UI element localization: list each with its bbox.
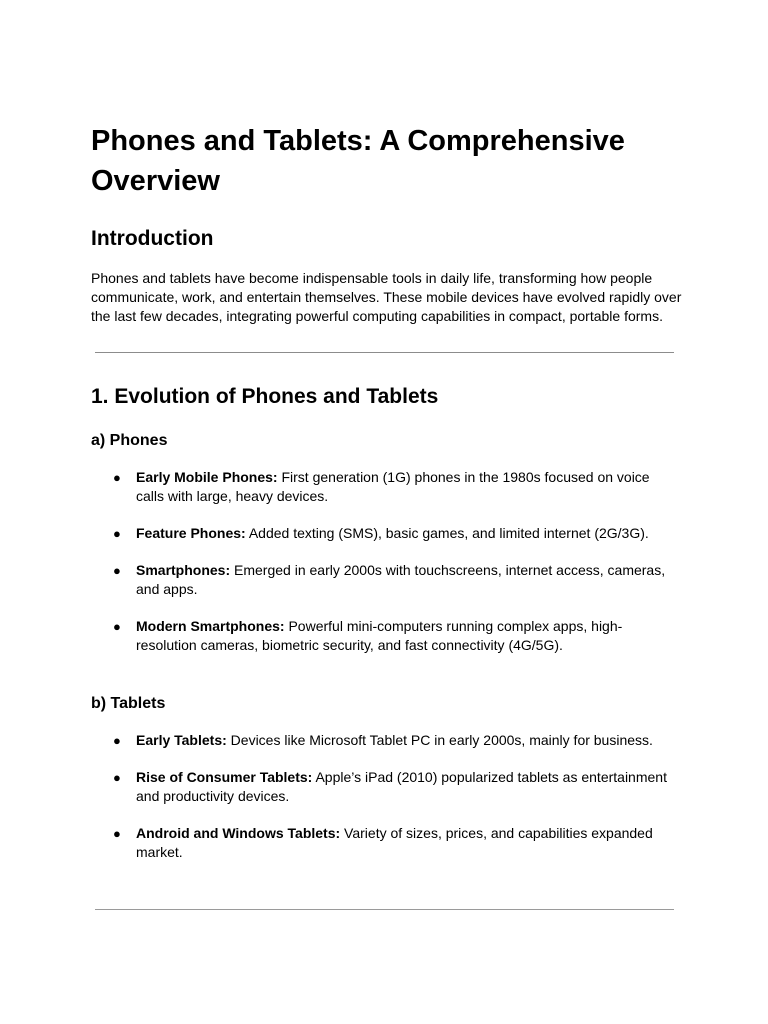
item-term: Smartphones: (136, 562, 231, 578)
item-term: Early Mobile Phones: (136, 469, 278, 485)
item-term: Modern Smartphones: (136, 618, 285, 634)
item-text: Powerful mini-computers running complex apps, high-resolution cameras, biometric security, and fast connectivity (4G/5G). (136, 618, 623, 653)
phones-list (0, 468, 768, 673)
bullet-icon: ● (113, 770, 121, 785)
bullet-icon: ● (113, 826, 121, 841)
introduction-heading: Introduction (91, 227, 214, 250)
bullet-icon: ● (113, 619, 121, 634)
tablets-subheading: b) Tablets (91, 695, 166, 712)
document-title: Phones and Tablets: A Comprehensive Overview (91, 125, 625, 197)
section1-heading: 1. Evolution of Phones and Tablets (91, 385, 439, 408)
bullet-icon: ● (113, 526, 121, 541)
item-text: Emerged in early 2000s with touchscreens, internet access, cameras, and apps. (136, 562, 666, 597)
section-divider (95, 909, 674, 910)
item-text: Apple’s iPad (2010) popularized tablets as entertainment and productivity devices. (136, 769, 667, 804)
list-item (0, 524, 681, 543)
item-term: Android and Windows Tablets: (136, 825, 341, 841)
item-text: Added texting (SMS), basic games, and limited internet (2G/3G). (245, 525, 649, 541)
list-item (0, 731, 681, 750)
tablets-list (0, 731, 768, 880)
list-item (0, 561, 681, 599)
item-text: Devices like Microsoft Tablet PC in early 2000s, mainly for business. (226, 732, 653, 748)
item-text: Variety of sizes, prices, and capabilities expanded market. (136, 825, 653, 860)
bullet-icon: ● (113, 563, 121, 578)
list-item (0, 768, 681, 806)
section-divider (95, 352, 674, 353)
item-term: Feature Phones: (136, 525, 246, 541)
phones-subheading: a) Phones (91, 432, 168, 449)
bullet-icon: ● (113, 733, 121, 748)
bullet-icon: ● (113, 470, 121, 485)
list-item (0, 617, 681, 655)
item-term: Rise of Consumer Tablets: (136, 769, 313, 785)
item-term: Early Tablets: (136, 732, 227, 748)
item-text: First generation (1G) phones in the 1980s focused on voice calls with large, heavy devices. (136, 469, 650, 504)
list-item (0, 824, 681, 862)
list-item (0, 468, 681, 506)
introduction-paragraph: Phones and tablets have become indispensable tools in daily life, transforming how people communicate, work, and entertain themselves. These mobile devices have evolved rapidly over the last few decades, integrating powerful computing capabilities in compact, portable forms. (91, 270, 682, 324)
